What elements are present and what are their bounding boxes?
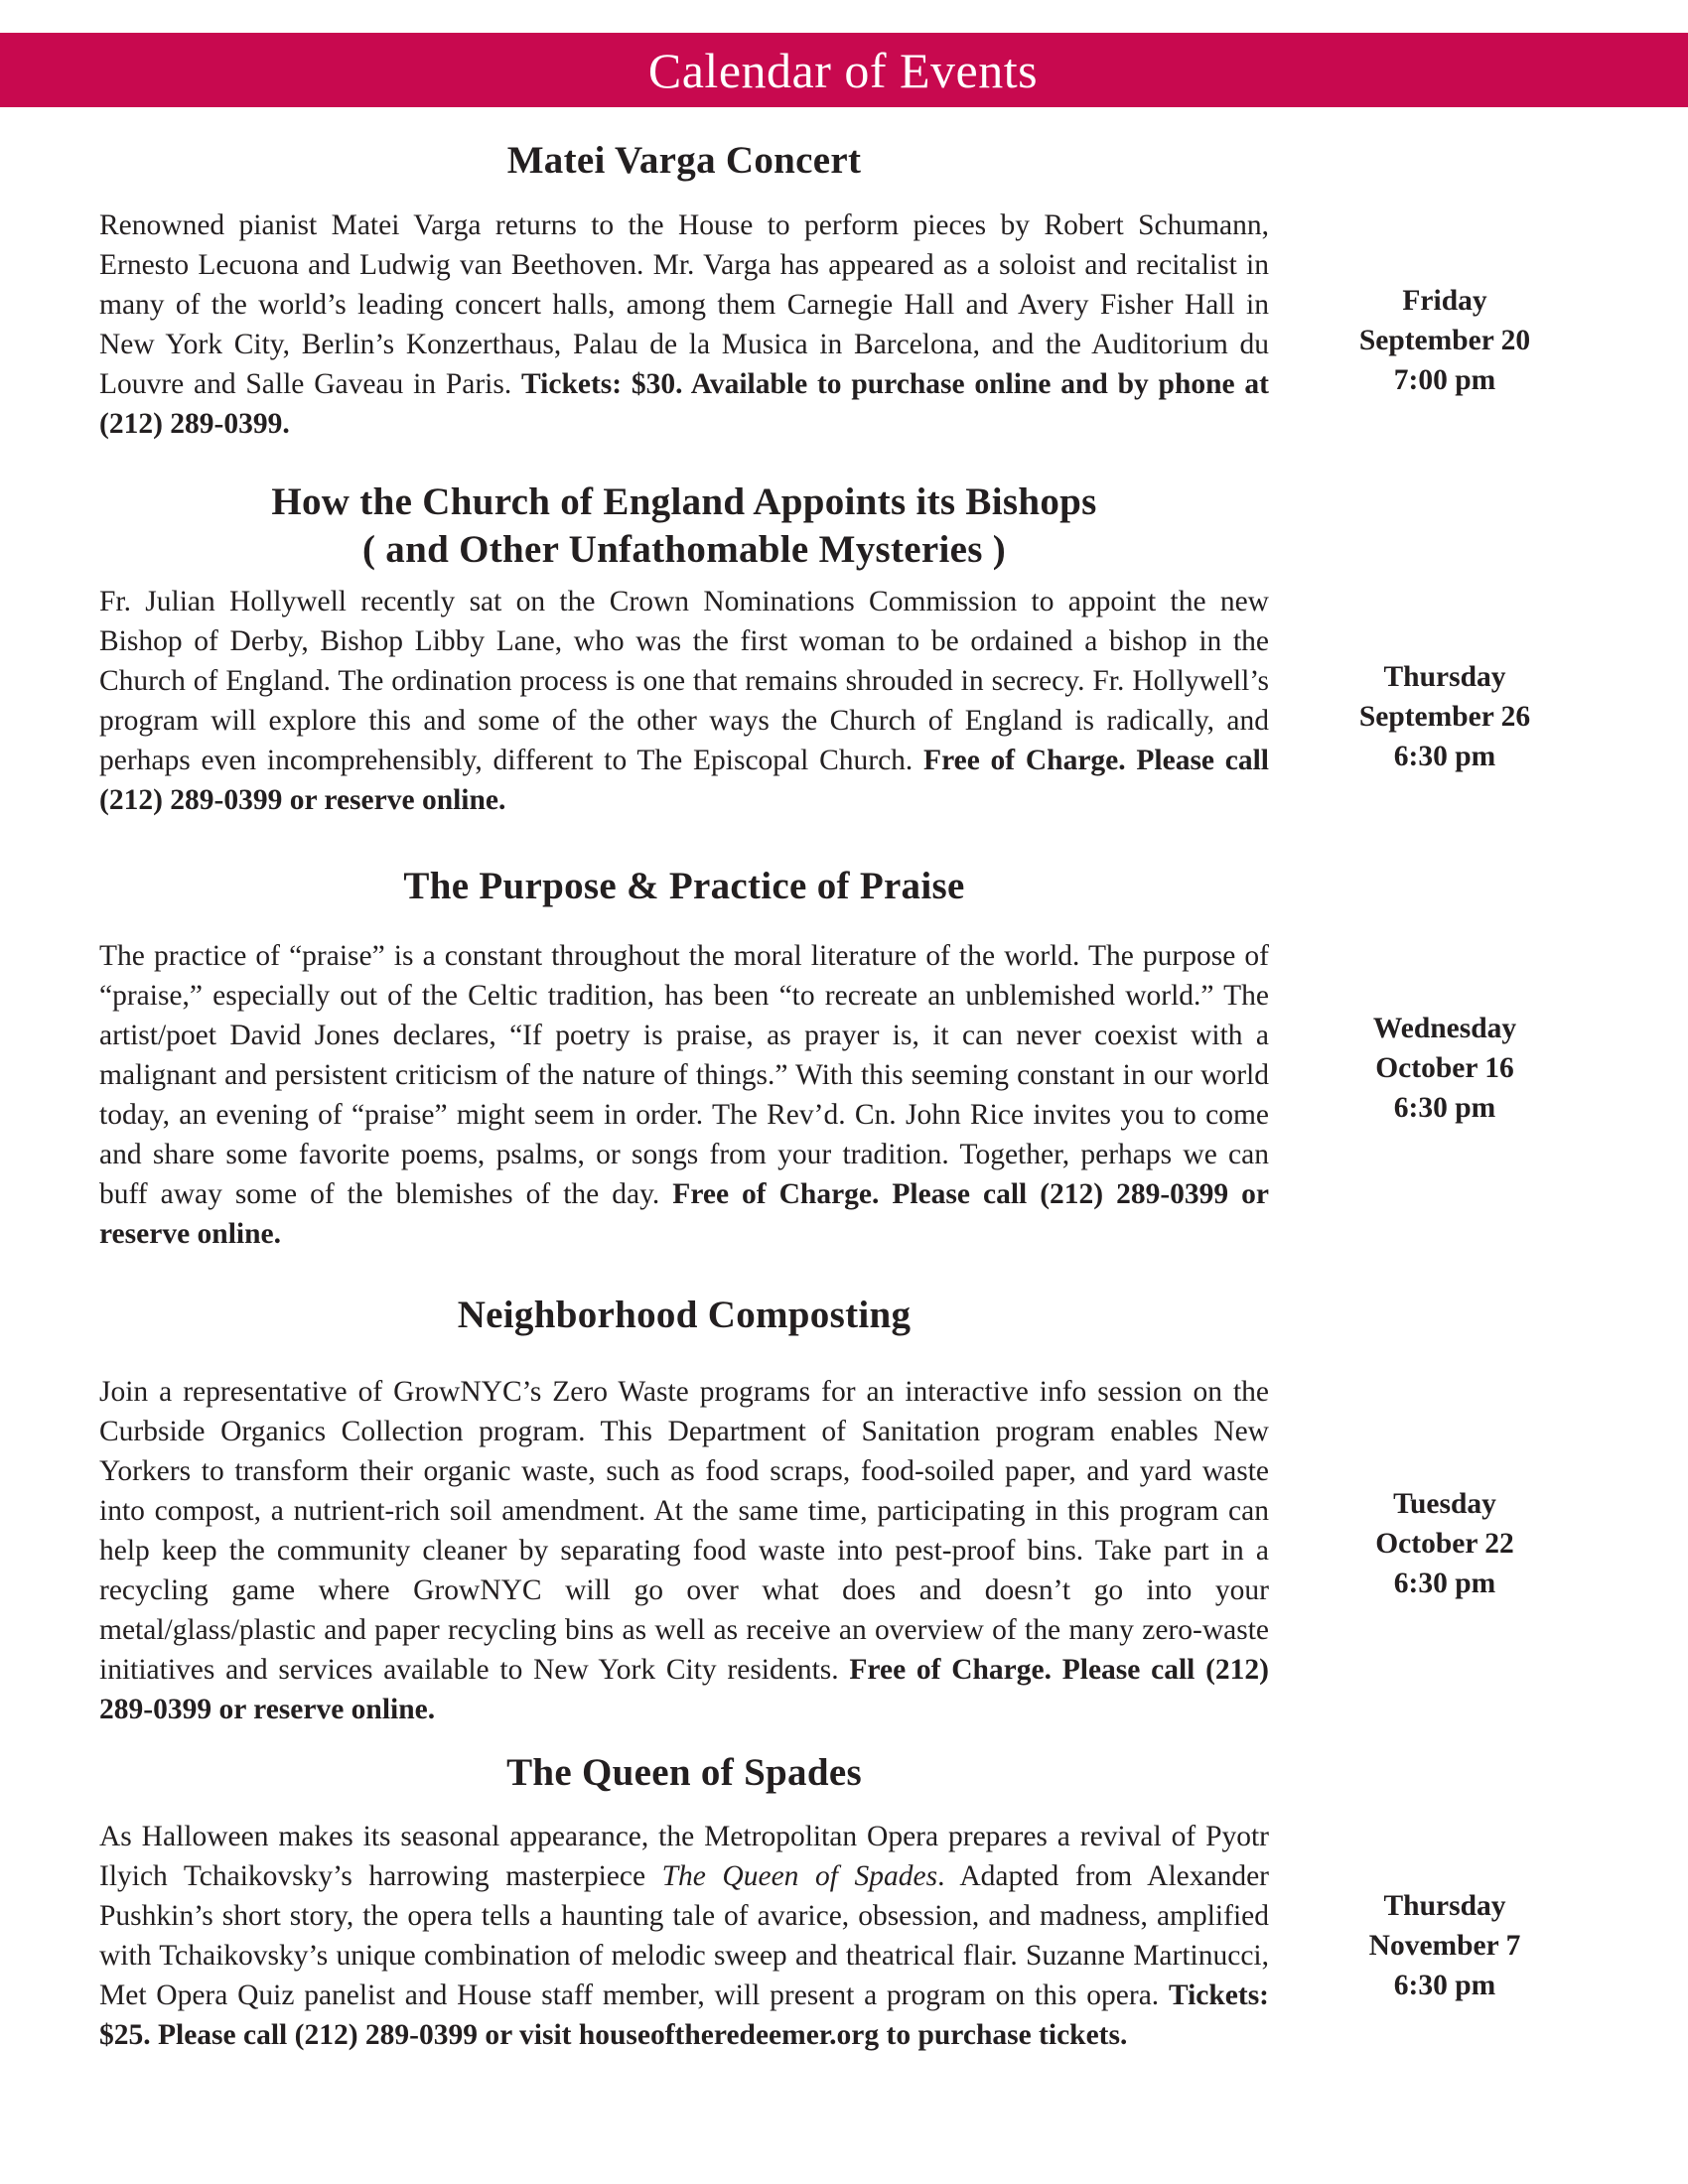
event-description-text: The practice of “praise” is a constant throughout the moral literature of the world. The purpose of “praise,” especially out of the Celtic tradition, has been “to recreate an unblemished world.” The artist/poet David Jones declares, “If poetry is praise, as prayer is, it can never coexist with a malignant and persistent criticism of the nature of things.” With this seeming constant in our world today, an evening of “praise” might seem in order. The Rev’d. Cn. John Rice invites you to come and share some favorite poems, psalms, or songs from your tradition. Together, perhaps we can buff away some of the blemishes of the day. bbox=[99, 940, 1269, 1210]
event-time: 6:30 pm bbox=[1393, 741, 1496, 772]
event-description-text: Fr. Julian Hollywell recently sat on the Crown Nominations Commission to appoint the new Bishop of Derby, Bishop Libby Lane, who was the first woman to be ordained a bishop in the Church of England. The ordination process is one that remains shrouded in secrecy. Fr. Hollywell’s program will explore this and some of the other ways the Church of England is radically, and perhaps even incomprehensibly, different to The Episcopal Church. bbox=[99, 586, 1269, 776]
event-ticket-note: Free of Charge. Please call (212) 289-0399 or reserve online. bbox=[99, 745, 1269, 816]
event-description bbox=[99, 936, 1269, 1254]
event-description-text: As Halloween makes its seasonal appearance, the Metropolitan Opera prepares a revival of Pyotr Ilyich Tchaikovsky’s harrowing masterpiece bbox=[99, 1821, 1269, 1892]
event-schedule bbox=[1301, 1009, 1589, 1128]
event-description-text: . Adapted from Alexander Pushkin’s short story, the opera tells a haunting tale of avarice, obsession, and madness, amplified with Tchaikovsky’s unique combination of melodic sweep and theatrical flair. Suzanne Martinucci, Met Opera Quiz panelist and House staff member, will present a program on this opera. bbox=[99, 1860, 1269, 2011]
header-banner bbox=[0, 33, 1688, 107]
event-schedule bbox=[1301, 657, 1589, 776]
event-ticket-note: Tickets: $30. Available to purchase online and by phone at (212) 289-0399. bbox=[99, 368, 1270, 440]
event-title-line: How the Church of England Appoints its Bishops bbox=[271, 480, 1097, 523]
event-schedule bbox=[1301, 1886, 1589, 2005]
event-title bbox=[99, 1749, 1269, 1797]
event-day: Thursday bbox=[1383, 661, 1506, 693]
event-time: 7:00 pm bbox=[1393, 364, 1496, 396]
event-date: September 26 bbox=[1358, 701, 1531, 733]
event-time: 6:30 pm bbox=[1393, 1568, 1496, 1599]
event-title-line: ( and Other Unfathomable Mysteries ) bbox=[361, 528, 1007, 571]
event-title-line: Matei Varga Concert bbox=[506, 139, 862, 182]
event-description bbox=[99, 205, 1269, 444]
event-day: Friday bbox=[1402, 285, 1487, 317]
event-time: 6:30 pm bbox=[1393, 1092, 1496, 1124]
event-date: October 16 bbox=[1375, 1052, 1514, 1084]
event-description-text: Renowned pianist Matei Varga returns to the House to perform pieces by Robert Schumann, Ernesto Lecuona and Ludwig van Beethoven. Mr. Varga has appeared as a soloist and recitalist in many of the world’s leading concert halls, among them Carnegie Hall and Avery Fisher Hall in New York City, Berlin’s Konzerthaus, Palau de la Musica in Barcelona, and the Auditorium du Louvre and Salle Gaveau in Paris. bbox=[99, 209, 1269, 400]
event-day: Thursday bbox=[1383, 1890, 1506, 1922]
event-title bbox=[99, 863, 1269, 910]
event-title bbox=[99, 1292, 1269, 1339]
page-title: Calendar of Events bbox=[647, 42, 1039, 98]
event-date: September 20 bbox=[1358, 325, 1531, 356]
event-ticket-note: Free of Charge. Please call (212) 289-0399 or reserve online. bbox=[99, 1178, 1270, 1250]
event-title bbox=[99, 137, 1269, 185]
event-description-text: Join a representative of GrowNYC’s Zero Waste programs for an interactive info session on the Curbside Organics Collection program. This Department of Sanitation program enables New Yorkers to transform their organic waste, such as food scraps, food-soiled paper, and yard waste into compost, a nutrient-rich soil amendment. At the same time, participating in this program can help keep the community cleaner by separating food waste into pest-proof bins. Take part in a recycling game where GrowNYC will go over what does and doesn’t go into your metal/glass/plastic and paper recycling bins as well as receive an overview of the many zero-waste initiatives and services available to New York City residents. bbox=[99, 1376, 1269, 1686]
event-schedule bbox=[1301, 281, 1589, 400]
opera-title: The Queen of Spades bbox=[661, 1860, 938, 1892]
event-description bbox=[99, 582, 1269, 820]
event-day: Tuesday bbox=[1393, 1488, 1496, 1520]
event-description bbox=[99, 1372, 1269, 1729]
event-time: 6:30 pm bbox=[1393, 1970, 1496, 2001]
event-title-line: The Queen of Spades bbox=[506, 1751, 862, 1794]
event-title-line: The Purpose & Practice of Praise bbox=[403, 865, 965, 907]
event-ticket-note: Tickets: $25. Please call (212) 289-0399 or visit houseoftheredeemer.org to purchase tickets. bbox=[99, 1979, 1269, 2051]
event-ticket-note: Free of Charge. Please call (212) 289-0399 or reserve online. bbox=[99, 1654, 1269, 1725]
event-schedule bbox=[1301, 1484, 1589, 1603]
event-day: Wednesday bbox=[1372, 1013, 1517, 1044]
event-date: November 7 bbox=[1368, 1930, 1521, 1962]
event-title bbox=[99, 478, 1269, 574]
event-description bbox=[99, 1817, 1269, 2055]
event-date: October 22 bbox=[1375, 1528, 1514, 1560]
event-title-line: Neighborhood Composting bbox=[457, 1294, 912, 1336]
